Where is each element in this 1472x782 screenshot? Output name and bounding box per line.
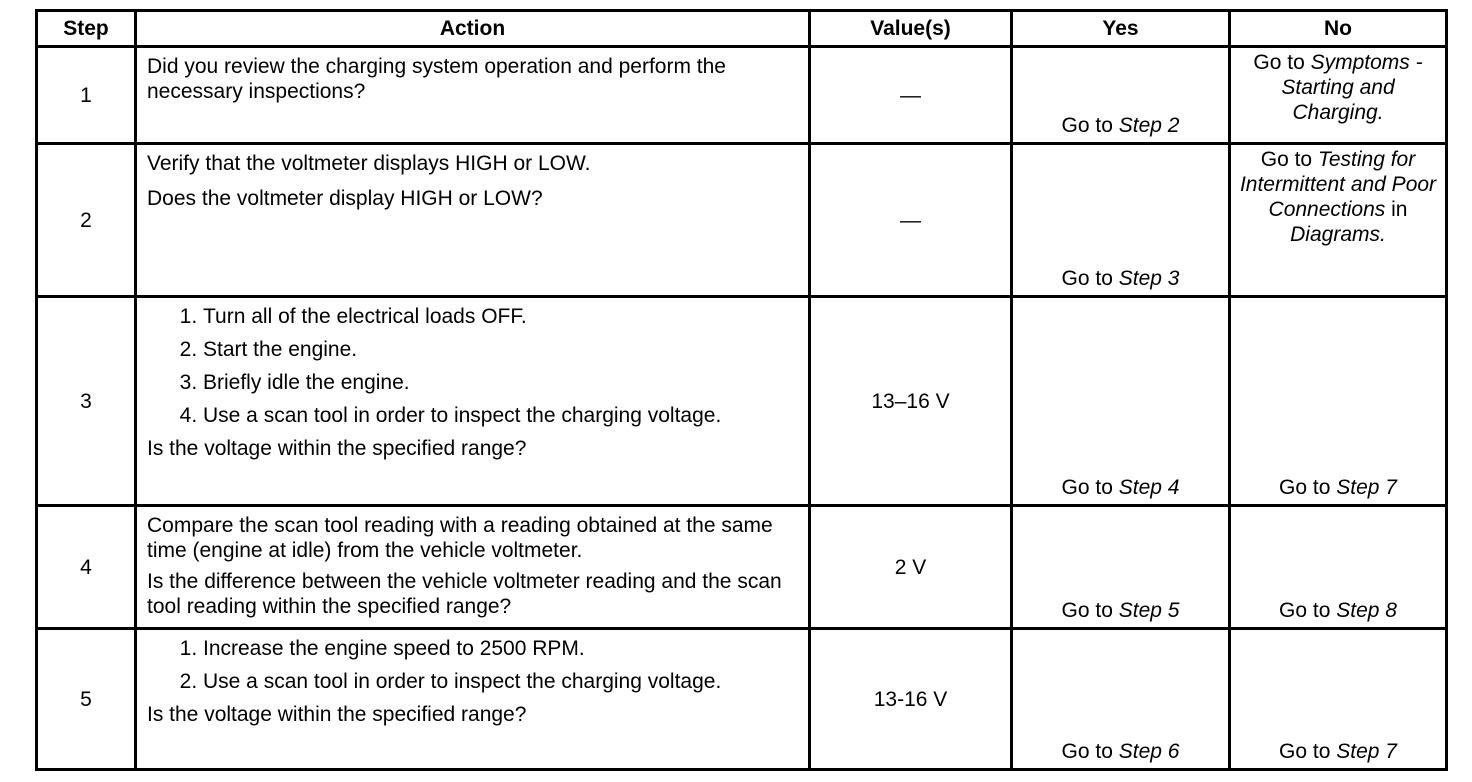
no-cell xyxy=(1230,629,1447,770)
no-prefix: Go to xyxy=(1260,148,1318,171)
no-link[interactable]: Step 7 xyxy=(1336,740,1397,763)
no-prefix: Go to xyxy=(1279,740,1337,763)
table-row xyxy=(37,297,1447,506)
value-cell: 13-16 V xyxy=(810,629,1012,770)
step-number: 5 xyxy=(37,629,136,770)
no-link[interactable]: Symptoms -Starting and Charging. xyxy=(1281,51,1423,124)
list-item: 4. Use a scan tool in order to inspect the charging voltage. xyxy=(203,403,798,428)
list-item: 1. Turn all of the electrical loads OFF. xyxy=(203,304,798,329)
header-yes: Yes xyxy=(1012,11,1230,47)
table-row xyxy=(37,47,1447,144)
action-question: Is the difference between the vehicle voltmeter reading and the scan tool reading within the specified range? xyxy=(147,570,782,618)
step-number: 2 xyxy=(37,144,136,297)
no-mid-text: in xyxy=(1385,198,1408,221)
action-cell xyxy=(136,629,810,770)
action-cell xyxy=(136,144,810,297)
action-text: Compare the scan tool reading with a reading obtained at the same time (engine at idle) from the vehicle voltmeter. xyxy=(147,514,773,562)
header-action: Action xyxy=(136,11,810,47)
step-number: 3 xyxy=(37,297,136,506)
list-item: 1. Increase the engine speed to 2500 RPM. xyxy=(203,636,798,661)
diagnostic-table xyxy=(35,9,1448,771)
value-cell: 13–16 V xyxy=(810,297,1012,506)
yes-prefix: Go to xyxy=(1061,740,1119,763)
yes-prefix: Go to xyxy=(1061,599,1119,622)
action-cell xyxy=(136,47,810,144)
yes-link[interactable]: Step 4 xyxy=(1118,476,1180,499)
value-cell: — xyxy=(810,47,1012,144)
no-prefix: Go to xyxy=(1279,599,1337,622)
no-prefix: Go to xyxy=(1253,51,1311,74)
no-cell xyxy=(1230,506,1447,629)
step-number: 1 xyxy=(37,47,136,144)
yes-prefix: Go to xyxy=(1061,476,1119,499)
yes-link[interactable]: Step 2 xyxy=(1118,114,1180,137)
table-row xyxy=(37,506,1447,629)
yes-cell xyxy=(1012,144,1230,297)
no-link[interactable]: Step 7 xyxy=(1336,476,1397,499)
table-row xyxy=(37,144,1447,297)
yes-link[interactable]: Step 6 xyxy=(1118,740,1180,763)
yes-prefix: Go to xyxy=(1061,267,1119,290)
action-question: Is the voltage within the specified range? xyxy=(147,703,527,726)
no-cell xyxy=(1230,47,1447,144)
header-values: Value(s) xyxy=(810,11,1012,47)
action-list xyxy=(147,636,798,694)
no-link-diagrams[interactable]: Diagrams. xyxy=(1290,223,1386,246)
yes-prefix: Go to xyxy=(1061,114,1119,137)
list-item: 2. Start the engine. xyxy=(203,337,798,362)
header-row xyxy=(37,11,1447,47)
value-cell: 2 V xyxy=(810,506,1012,629)
yes-cell xyxy=(1012,297,1230,506)
step-number: 4 xyxy=(37,506,136,629)
no-link[interactable]: Testing for Intermittent and Poor Connections xyxy=(1239,148,1437,221)
list-item: 3. Briefly idle the engine. xyxy=(203,370,798,395)
no-link[interactable]: Step 8 xyxy=(1336,599,1397,622)
yes-cell xyxy=(1012,629,1230,770)
action-cell xyxy=(136,506,810,629)
value-cell: — xyxy=(810,144,1012,297)
no-cell xyxy=(1230,297,1447,506)
action-list xyxy=(147,304,798,428)
yes-link[interactable]: Step 3 xyxy=(1118,267,1180,290)
yes-cell xyxy=(1012,506,1230,629)
action-text: Did you review the charging system operation and perform the necessary inspections? xyxy=(147,55,726,103)
header-no: No xyxy=(1230,11,1447,47)
header-step: Step xyxy=(37,11,136,47)
no-cell xyxy=(1230,144,1447,297)
action-question: Is the voltage within the specified range? xyxy=(147,437,527,460)
action-cell xyxy=(136,297,810,506)
no-prefix: Go to xyxy=(1279,476,1337,499)
yes-cell xyxy=(1012,47,1230,144)
list-item: 2. Use a scan tool in order to inspect the charging voltage. xyxy=(203,669,798,694)
yes-link[interactable]: Step 5 xyxy=(1118,599,1180,622)
action-text: Verify that the voltmeter displays HIGH or LOW. xyxy=(147,152,591,175)
action-question: Does the voltmeter display HIGH or LOW? xyxy=(147,187,543,210)
table-row xyxy=(37,629,1447,770)
